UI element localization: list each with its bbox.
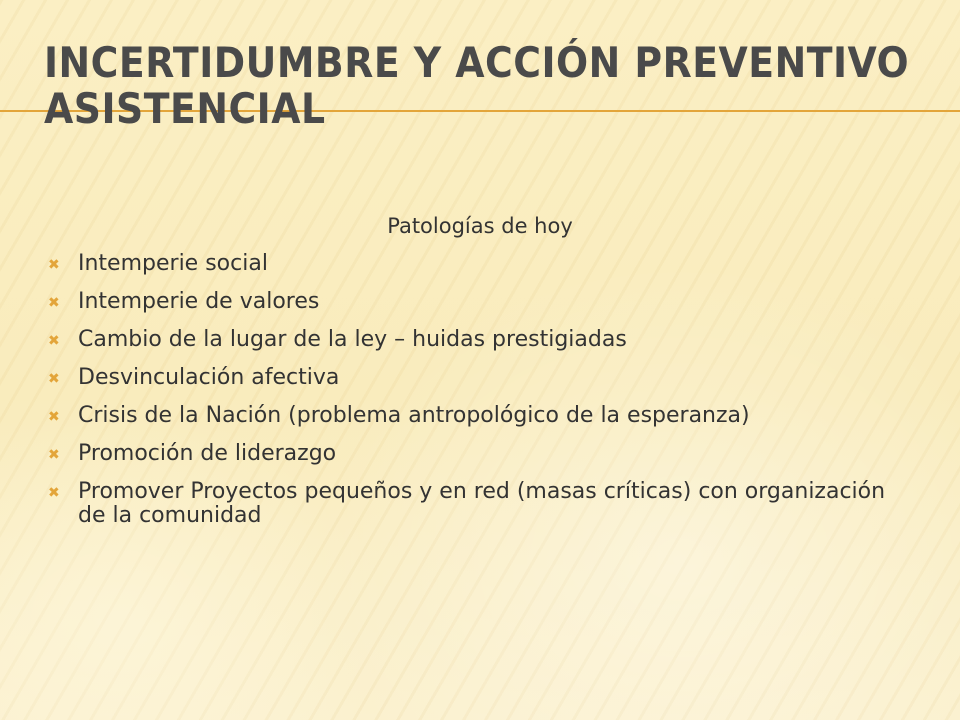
x-mark-icon: ✖: [48, 447, 60, 463]
bullet-item: [48, 252, 918, 276]
bullet-item: [48, 442, 918, 466]
bullet-item: [48, 290, 918, 314]
slide-title-line-2: ASISTENCIAL: [44, 84, 326, 133]
bullet-item: [48, 404, 918, 428]
bullet-text: Promover Proyectos pequeños y en red (masas críticas) con organización de la comunidad: [78, 479, 886, 528]
x-mark-icon: ✖: [48, 485, 60, 501]
x-mark-icon: ✖: [48, 371, 60, 387]
slide-subtitle: Patologías de hoy: [387, 214, 573, 238]
bullet-list: [48, 252, 918, 542]
bullet-text: Cambio de la lugar de la ley – huidas prestigiadas: [78, 327, 627, 352]
slide-title-line-1: INCERTIDUMBRE Y ACCIÓN PREVENTIVO: [44, 38, 910, 87]
bullet-text: Promoción de liderazgo: [78, 441, 337, 466]
x-mark-icon: ✖: [48, 333, 60, 349]
bullet-text: Intemperie de valores: [78, 289, 320, 314]
bullet-item: [48, 366, 918, 390]
x-mark-icon: ✖: [48, 409, 60, 425]
bullet-item: [48, 328, 918, 352]
slide-title: [44, 40, 944, 132]
x-mark-icon: ✖: [48, 295, 60, 311]
bullet-text: Intemperie social: [78, 251, 268, 276]
bullet-item: [48, 480, 918, 528]
x-mark-icon: ✖: [48, 257, 60, 273]
bullet-text: Crisis de la Nación (problema antropológico de la esperanza): [78, 403, 750, 428]
bullet-text: Desvinculación afectiva: [78, 365, 340, 390]
